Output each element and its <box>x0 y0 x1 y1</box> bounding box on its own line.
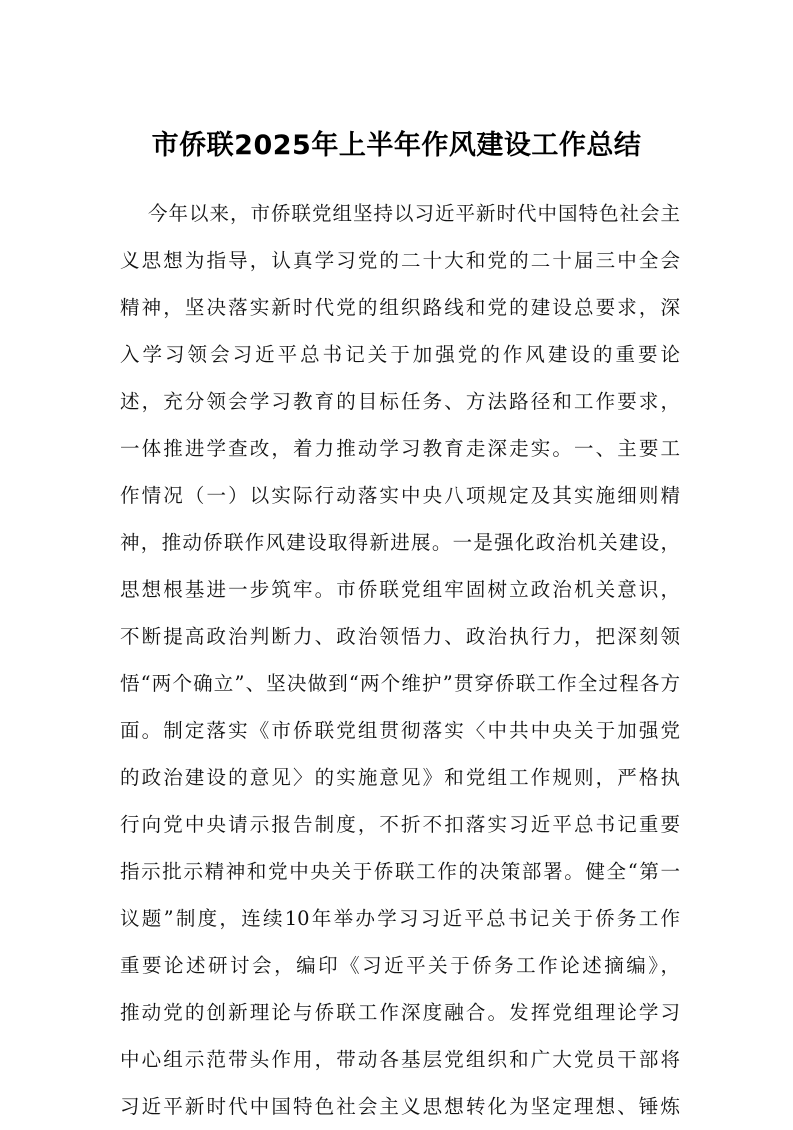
body-line: 悟“两个确立”、坚决做到“两个维护”贯穿侨联工作全过程各方 <box>120 672 680 695</box>
body-line: 重要论述研讨会，编印《习近平关于侨务工作论述摘编》， <box>120 954 680 977</box>
body-line: 中心组示范带头作用，带动各基层党组织和广大党员干部将 <box>120 1048 680 1071</box>
body-line: 的政治建设的意见〉的实施意见》和党组工作规则，严格执 <box>120 766 680 789</box>
body-line: 精神，坚决落实新时代党的组织路线和党的建设总要求，深 <box>120 296 680 319</box>
body-line: 一体推进学查改，着力推动学习教育走深走实。一、主要工 <box>120 437 680 460</box>
document-title: 市侨联2025年上半年作风建设工作总结 <box>151 130 642 161</box>
body-line: 义思想为指导，认真学习党的二十大和党的二十届三中全会 <box>120 249 680 272</box>
body-line: 今年以来，市侨联党组坚持以习近平新时代中国特色社会主 <box>148 202 680 225</box>
body-line: 行向党中央请示报告制度，不折不扣落实习近平总书记重要 <box>120 813 680 836</box>
body-line: 思想根基进一步筑牢。市侨联党组牢固树立政治机关意识， <box>120 578 680 601</box>
body-line: 述，充分领会学习教育的目标任务、方法路径和工作要求， <box>120 390 680 413</box>
document-body <box>120 190 680 1130</box>
body-line: 推动党的创新理论与侨联工作深度融合。发挥党组理论学习 <box>120 1001 680 1024</box>
body-line: 面。制定落实《市侨联党组贯彻落实〈中共中央关于加强党 <box>120 719 680 742</box>
body-line: 作情况（一）以实际行动落实中央八项规定及其实施细则精 <box>120 484 680 507</box>
body-line: 不断提高政治判断力、政治领悟力、政治执行力，把深刻领 <box>120 625 680 648</box>
body-line: 议题”制度，连续10年举办学习习近平总书记关于侨务工作 <box>120 907 680 930</box>
body-line: 神，推动侨联作风建设取得新进展。一是强化政治机关建设， <box>120 531 680 554</box>
body-line: 指示批示精神和党中央关于侨联工作的决策部署。健全“第一 <box>120 860 680 883</box>
body-line: 习近平新时代中国特色社会主义思想转化为坚定理想、锤炼 <box>120 1095 680 1118</box>
body-line: 入学习领会习近平总书记关于加强党的作风建设的重要论 <box>120 343 680 366</box>
